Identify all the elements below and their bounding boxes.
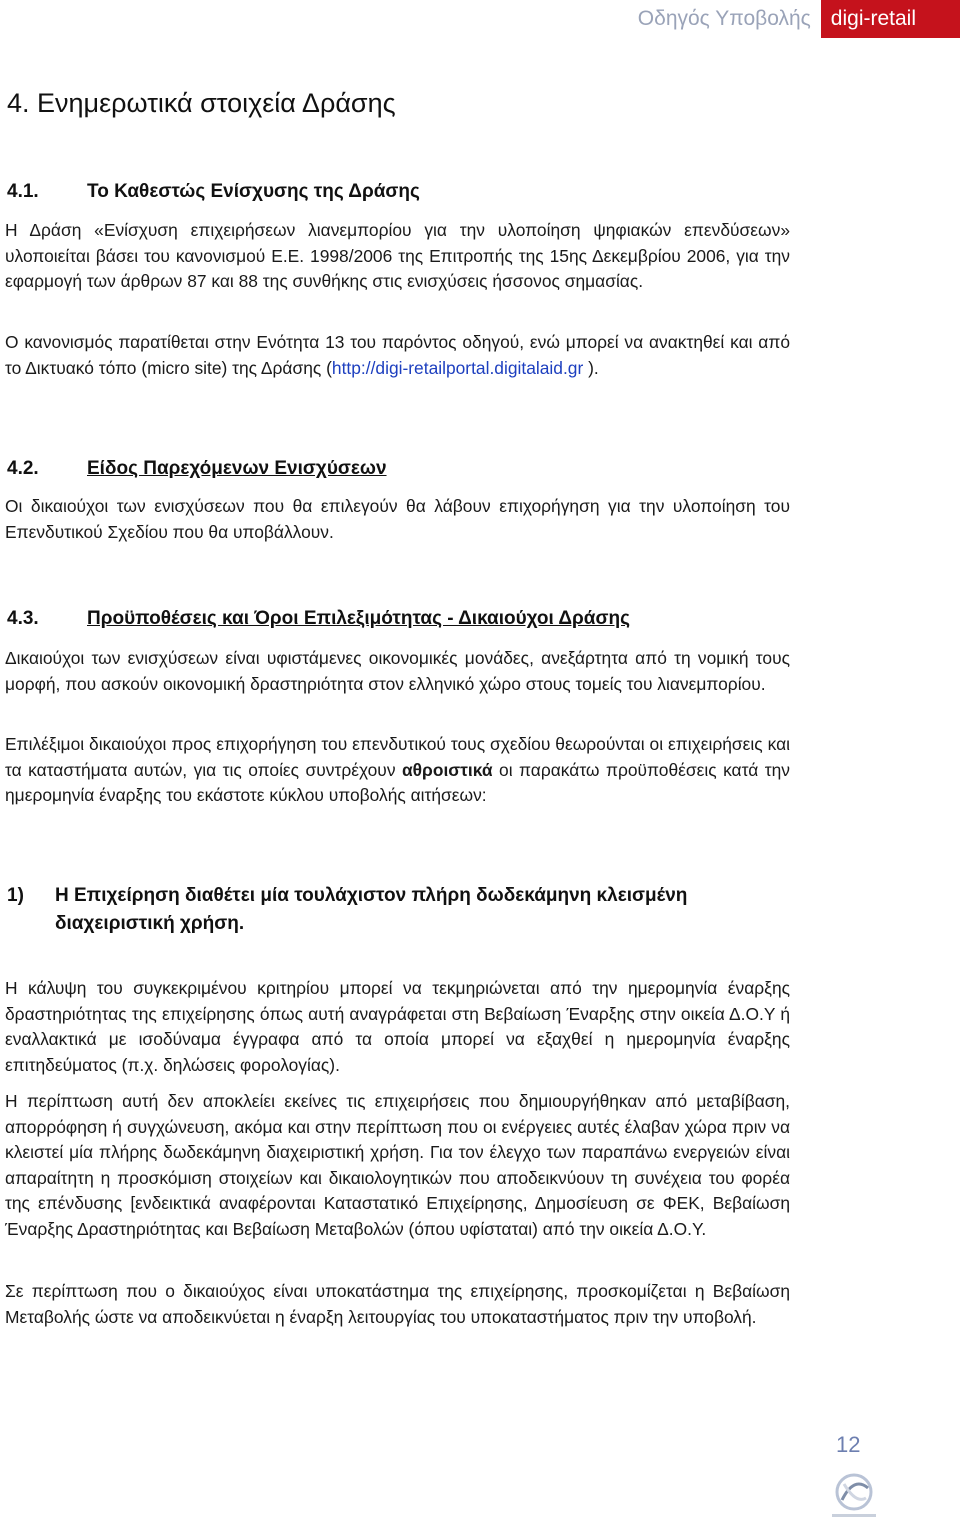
- paragraph: Δικαιούχοι των ενισχύσεων είναι υφιστάμενες οικονομικές μονάδες, ανεξάρτητα από τη νομική τους μορφή, που ασκούν οικονομική δραστηριότητα στον ελληνικό χώρο στους τομείς του λιανεμπορίου.: [5, 648, 790, 694]
- section-4-2-heading: [7, 458, 387, 480]
- section-4-3-heading: [7, 608, 630, 630]
- criterion-1: [7, 882, 755, 938]
- section-title: Το Καθεστώς Ενίσχυσης της Δράσης: [87, 181, 420, 202]
- ministry-logo-icon: [824, 1470, 884, 1522]
- paragraph: Σε περίπτωση που ο δικαιούχος είναι υποκατάστημα της επιχείρησης, προσκομίζεται η Βεβαίωση Μεταβολής ώστε να αποδεικνύεται η έναρξη λειτουργίας του υποκαταστήματος πριν την υποβολή.: [5, 1281, 790, 1327]
- paragraph: Ο κανονισμός παρατίθεται στην Ενότητα 13 του παρόντος οδηγού, ενώ μπορεί να ανακτηθεί και από το Δικτυακό τόπο (micro site) της Δράσης (http://digi-retailportal.digitalaid.gr ).: [5, 332, 790, 378]
- paragraph: Η περίπτωση αυτή δεν αποκλείει εκείνες τις επιχειρήσεις που δημιουργήθηκαν από μεταβίβαση, απορρόφηση ή συγχώνευση, ακόμα και στην περίπτωση που οι ενέργειες αυτές έλαβαν χώρα πριν να κλειστεί μία πλήρης δωδεκάμηνη διαχειριστική χρήση. Για τον έλεγχο των παραπάνω ενεργειών είναι απαραίτητη η προσκόμιση στοιχείων και δικαιολογητικών που αποδεικνύουν τη συνέχεια του φορέα της επένδυσης [ενδεικτικά αναφέρονται Καταστατικό Επιχείρησης, Δημοσίευση σε ΦΕΚ, Βεβαίωση Έναρξης Δραστηριότητας και Βεβαίωση Μεταβολών (όπου υφίσταται) από την οικεία Δ.Ο.Υ.: [5, 1091, 790, 1239]
- page-number: 12: [836, 1432, 861, 1457]
- paragraph: Η κάλυψη του συγκεκριμένου κριτηρίου μπορεί να τεκμηριώνεται από την ημερομηνία έναρξης δραστηριότητας της επιχείρησης όπως αυτή αναγράφεται στη Βεβαίωση Έναρξης στην οικεία Δ.Ο.Υ ή εναλλακτικά με ισοδύναμα έγγραφα από τα οποία μπορεί να εξαχθεί η ημερομηνία έναρξης επιτηδεύματος (π.χ. δηλώσεις φορολογίας).: [5, 978, 790, 1075]
- section-number: 4.1.: [7, 181, 39, 202]
- header-title: Οδηγός Υποβολής: [637, 7, 811, 30]
- section-number: 4.3.: [7, 608, 39, 629]
- paragraph: Επιλέξιμοι δικαιούχοι προς επιχορήγηση του επενδυτικού τους σχεδίου θεωρούνται οι επιχειρήσεις και τα καταστήματα αυτών, για τις οποίες συντρέχουν αθροιστικά οι παρακάτω προϋποθέσεις κατά την ημερομηνία έναρξης του εκάστοτε κύκλου υποβολής αιτήσεων:: [5, 734, 790, 806]
- paragraph: Οι δικαιούχοι των ενισχύσεων που θα επιλεγούν θα λάβουν επιχορήγηση για την υλοποίηση του Επενδυτικού Σχεδίου που θα υποβάλλουν.: [5, 496, 790, 542]
- page-header: [638, 0, 960, 38]
- section-4-1-heading: [7, 181, 420, 203]
- microsite-link[interactable]: http://digi-retailportal.digitalaid.gr: [331, 357, 584, 378]
- paragraph: Η Δράση «Ενίσχυση επιχειρήσεων λιανεμπορίου για την υλοποίηση ψηφιακών επενδύσεων» υλοποιείται βάσει του κανονισμού Ε.Ε. 1998/2006 της Επιτροπής της 15ης Δεκεμβρίου 2006, για την εφαρμογή των άρθρων 87 και 88 της συνθήκης στις ενισχύσεις ήσσονος σημασίας.: [5, 220, 790, 292]
- header-brand: digi-retail: [821, 0, 960, 38]
- emphasis-text: αθροιστικά: [401, 759, 493, 780]
- criterion-text: Η Επιχείρηση διαθέτει μία τουλάχιστον πλήρη δωδεκάμηνη κλεισμένη διαχειριστική χρήση.: [55, 885, 688, 934]
- criterion-number: 1): [7, 885, 24, 906]
- section-number: 4.2.: [7, 458, 39, 479]
- section-title: Προϋποθέσεις και Όροι Επιλεξιμότητας - Δικαιούχοι Δράσης: [87, 608, 630, 629]
- chapter-heading: 4. Ενημερωτικά στοιχεία Δράσης: [7, 88, 396, 118]
- section-title: Είδος Παρεχόμενων Ενισχύσεων: [87, 458, 387, 479]
